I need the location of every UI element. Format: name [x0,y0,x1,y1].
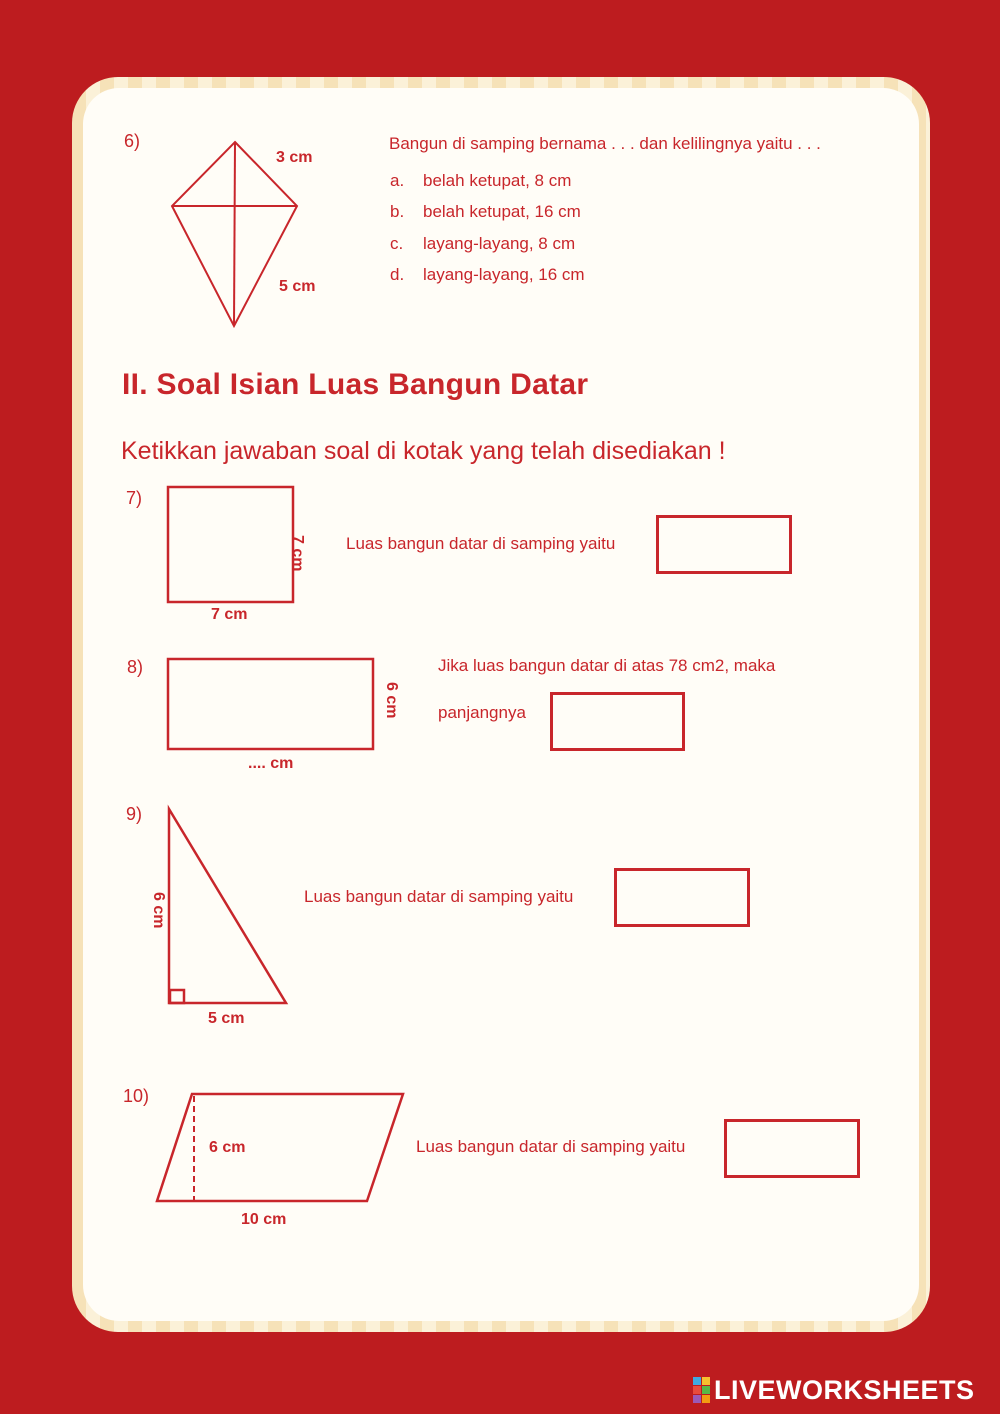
choice-letter: b. [390,202,405,221]
triangle-figure [166,806,296,1006]
square-side-label: 7 cm [289,535,306,572]
question-9-text: Luas bangun datar di samping yaitu [304,887,574,906]
choice-text: layang-layang, 8 cm [423,234,576,253]
choice-a[interactable] [390,171,571,191]
choice-letter: d. [390,265,405,284]
answer-box-9[interactable] [614,868,750,927]
question-7-text: Luas bangun datar di samping yaitu [346,534,616,553]
question-8-text-line1: Jika luas bangun datar di atas 78 cm2, maka [438,656,776,675]
answer-box-7[interactable] [656,515,792,574]
section-title: II. Soal Isian Luas Bangun Datar [122,368,589,401]
square-figure [167,486,297,606]
choice-letter: c. [390,234,404,253]
question-number-7: 7) [126,488,143,508]
question-10-text: Luas bangun datar di samping yaitu [416,1137,686,1156]
parallelogram-base-label: 10 cm [241,1211,287,1228]
answer-box-8[interactable] [550,692,685,751]
question-8-text-line2: panjangnya [438,703,526,722]
parallelogram-figure [154,1091,414,1211]
choice-d[interactable] [390,265,585,285]
square-bottom-label: 7 cm [211,606,248,623]
rectangle-bottom-label: .... cm [248,755,294,772]
choice-text: belah ketupat, 16 cm [423,202,581,221]
liveworksheets-brand-text: LIVEWORKSHEETS [714,1374,975,1405]
parallelogram-height-label: 6 cm [209,1139,246,1156]
choice-text: layang-layang, 16 cm [423,265,585,284]
question-number-6: 6) [124,131,141,151]
choice-c[interactable] [390,234,575,254]
triangle-height-label: 6 cm [150,892,167,929]
question-number-9: 9) [126,804,143,824]
question-number-8: 8) [127,657,144,677]
choice-b[interactable] [390,202,581,222]
choice-letter: a. [390,171,405,190]
liveworksheets-logo[interactable] [693,1375,975,1405]
rectangle-figure [167,658,377,753]
question-number-10: 10) [123,1086,150,1106]
choice-text: belah ketupat, 8 cm [423,171,572,190]
triangle-base-label: 5 cm [208,1010,245,1027]
rectangle-side-label: 6 cm [383,682,400,719]
answer-box-10[interactable] [724,1119,860,1178]
question-6-text: Bangun di samping bernama . . . dan kelilingnya yaitu . . . [389,134,821,153]
liveworksheets-mark-icon [693,1377,710,1403]
kite-top-side-label: 3 cm [276,149,313,166]
section-instruction: Ketikkan jawaban soal di kotak yang telah disediakan ! [121,437,726,465]
kite-bottom-side-label: 5 cm [279,278,316,295]
